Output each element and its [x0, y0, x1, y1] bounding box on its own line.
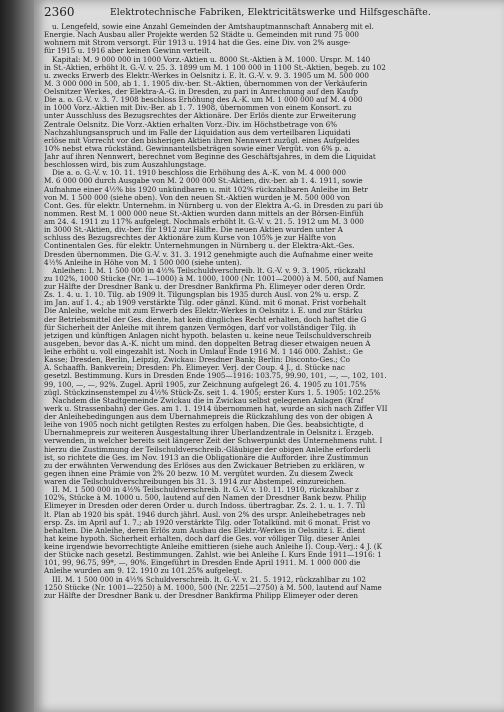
text-line: Die a. o. G.-V. v. 10. 11. 1910 beschloss die Erhöhung des A.-K. von M. 4 000 000 — [52, 169, 346, 178]
text-line: 102%, Stücke à M. 1000 u. 500, lautend auf den Namen der Dresdner Bank bezw. Philip — [44, 494, 367, 503]
text-line: wohnern mit Strom versorgt. Für 1913 u. 1914 hat die Ges. eine Div. von 2% ausge- — [44, 39, 351, 48]
text-line: in St.-Aktien, erhöht lt. G.-V. v. 25. 3. 1899 um M. 1 100 000 in 1100 St.-Aktien, begeb. zu 102 — [44, 63, 386, 72]
text-line: Energie. Nach Ausbau aller Projekte werden 52 Städte u. Gemeinden mit rund 75 000 — [44, 31, 359, 40]
text-line: lt. Plan ab 1920 bis spät. 1946 durch jährl. Ausl. von 2% des urspr. Anleihebetrages neb — [44, 510, 366, 519]
text-line: Nachzahlungsanspruch und im Falle der Liquidation aus dem verteilbaren Liquidati — [44, 128, 351, 137]
text-line: ausgeben, bevor das A.-K. nicht um mind. den doppelten Betrag dieser etwaigen neuen A — [44, 339, 371, 348]
text-line: behalten. Die Anleihe, deren Erlös zum Ausbau des Elektr.-Werkes in Oelsnitz i. E. dient — [44, 526, 366, 535]
text-line: in 3000 St.-Aktien, div.-ber. für 1912 zur Hälfte. Die neuen Aktien wurden unter A — [44, 226, 343, 235]
text-line: Kapital: M. 9 000 000 in 1000 Vorz.-Aktien u. 8000 St.-Aktien à M. 1000. Urspr. M. 140 — [52, 55, 371, 64]
text-line: III. M. 1 500 000 in 4½% Schuldverschreib. lt. G.-V. v. 21. 5. 1912, rückzahlbar zu 102 — [52, 575, 367, 584]
text-line: Nachdem die Stadtgemeinde Zwickau die in Zwickau selbst gelegenen Anlagen (Kraf — [52, 396, 364, 405]
text-line: ersp. Zs. im April auf 1. 7.; ab 1920 verstärkte Tilg. oder Totalkünd. mit 6 monat. Frist vo — [44, 518, 371, 527]
text-line: Die Anleihe, welche mit zum Erwerb des Elektr.-Werkes in Oelsnitz i. E. und zur Stärku — [44, 307, 363, 316]
text-line: II. M. 1 500 000 in 4½% Teilschuldverschreib. lt. G.-V. v. 10. 11. 1910, rückzahlbar z — [52, 486, 359, 495]
text-line: zügl. Stückzinsenstempel zu 4½% Stück-Zs. seit 1. 4. 1905; erster Kurs 1. 5. 1905: 102.25% — [44, 388, 381, 397]
text-line: Anleihen: I. M. 1 500 000 in 4½% Teilschuldverschreib. lt. G.-V. v. 9. 3. 1905, rückzahl — [52, 266, 366, 275]
text-line: ist, so richtete die Ges. im Nov. 1913 an die Obligationäre die Aufforder. ihre Zustimmun — [44, 453, 369, 462]
text-line: Elimeyer in Dresden oder deren Order u. durch Indoss. übertragbar. Zs. 2. 1. u. 1. 7. Til — [44, 502, 366, 511]
text-line: M. 6 000 000 durch Ausgabe von M. 2 000 000 St.-Aktien, div.-ber. ab 1. 4. 1911, sowie — [44, 177, 363, 186]
running-head: Elektrotechnische Fabriken, Elektricitätswerke und Hilfsgeschäfte. — [110, 7, 431, 18]
body-text — [44, 23, 499, 600]
text-line: beschlossen wird, bis zum Auszahlungstage. — [44, 161, 207, 170]
text-line: Jahr auf ihren Nennwert, berechnet vom Beginne des Geschäftsjahres, in dem die Liquidat — [44, 153, 376, 161]
page-number: 2360 — [44, 5, 75, 19]
text-line: leihe von 1905 noch nicht getilgten Restes zu erfolgen haben. Die Ges. beabsichtigte, d — [44, 421, 364, 430]
text-line: erlöse mit Vorrecht vor den bisherigen Aktien ihren Nennwert zuzügl. eines Aufgeldes — [44, 136, 360, 145]
text-line: zu der erwähnten Verwendung des Erlöses aus den Zwickauer Betrieben zu erklären, w — [44, 461, 365, 470]
text-line: am 24. 4. 1911 zu 117% aufgelegt. Nochmals erhöht lt. G.-V. v. 21. 5. 1912 um M. 3 000 — [44, 218, 364, 226]
text-line: Continentalen Ges. für elektr. Unternehmungen in Nürnberg u. der Elektra-Akt.-Ges. — [44, 242, 355, 251]
text-line: u. zwecks Erwerb des Elektr.-Werkes in Oelsnitz i. E. lt. G.-V. v. 9. 3. 1905 um M. 500 000 — [44, 71, 369, 80]
text-line: zur Hälfte der Dresdner Bank u. der Dresdner Bankfirma Ph. Elimeyer oder deren Ordr. — [44, 283, 366, 291]
text-line: in 1000 Vorz.-Aktien mit Div.-Ber. ab 1. 7. 1908, übernommen von einem Konsort. zu — [44, 104, 352, 113]
text-line: 4½% Anleihe in Höhe von M. 1 500 000 (siehe unten). — [44, 258, 242, 267]
text-line: 99, 100, —, —, 92%. Zugel. April 1905, zur Zeichnung aufgelegt 26. 4. 1905 zu 101.75% — [44, 380, 367, 389]
text-line: im Jan. auf 1. 4.; ab 1909 verstärkte Tilg. oder gänzl. Künd. mit 6 monat. Frist vorbehalt — [44, 299, 367, 308]
text-line: Übernahmepreis zur weiteren Ausgestaltung ihrer Überlandzentrale in Oelsnitz i. Erzgeb. — [44, 429, 374, 438]
text-line: gegen ihnen eine Prämie von 2% 20 bezw. 10 M. vergütet wurden. Zu diesem Zweck — [44, 469, 354, 478]
text-line: Kasse; Dresden, Berlin, Leipzig, Zwickau: Dresdner Bank; Berlin: Disconto-Ges.; Co — [44, 356, 350, 365]
text-line: zu 102%, 1000 Stücke (Nr. 1—1000) à M. 1000, 1000 (Nr. 1001—2000) à M. 500, auf Namen — [44, 274, 384, 283]
text-line: gesetzl. Bestimmung. Kurs in Dresden Ende 1905—1916: 103.75, 99.90, 101, —, —, 102, 101. — [44, 372, 387, 381]
text-line: für 1915 u. 1916 aber keinen Gewinn verteilt. — [44, 47, 212, 56]
book-page — [34, 0, 504, 712]
text-line: Zentrale Oelsnitz. Die Vorz.-Aktien erhalten Vorz.-Div. im Höchstbetrage von 6% — [44, 120, 338, 129]
binding-gutter — [0, 0, 34, 712]
text-line: Anleihe wurden am 9. 12. 1910 zu 101.25% aufgelegt. — [44, 567, 243, 576]
text-line: Oelsnitzer Werkes, der Elektra-A.-G. in Dresden, zu pari in Anrechnung auf den Kaufp — [44, 88, 359, 96]
text-line: 101, 99, 96.75, 99*, —, 90%. Eingeführt in Dresden Ende April 1911. M. 1 000 000 die — [44, 559, 361, 568]
text-line: Die a. o. G.-V. v. 3. 7. 1908 beschloss Erhöhung des A.-K. um M. 1 000 000 auf M. 4 000 — [44, 96, 363, 105]
text-line: zur Hälfte der Dresdner Bank u. der Dresdner Bankfirma Philipp Elimeyer oder deren — [44, 591, 358, 600]
text-line: der Betriebsmittel der Ges. diente, hat kein dingliches Recht erhalten, doch haftet die G — [44, 315, 367, 324]
text-line: keine irgendwie bevorrechtigte Anleihe emittieren (siehe auch Anleihe I). Coup.-Verj.: 4 J. (K — [44, 543, 382, 551]
text-line: jetzigen und künftigen Anlagen nicht hypoth. belasten u. keine neue Teilschuldverschreib — [44, 331, 372, 340]
text-line: 1250 Stücke (Nr. 1001—2250) à M. 1000, 500 (Nr. 2251—2750) à M. 500, lautend auf Name — [44, 583, 382, 592]
text-line: werk u. Strassenbahn) der Ges. am 1. 1. 1914 übernommen hat, wurde an sich nach Ziffer VII — [44, 404, 388, 413]
page-header — [44, 6, 499, 20]
text-line: leihe erhöht u. voll eingezahlt ist. Noch in Umlauf Ende 1916 M. 1 146 000. Zahlst.: Ge — [44, 348, 363, 356]
text-line: für Sicherheit der Anleihe mit ihrem ganzen Vermögen, darf vor vollständiger Tilg. ih — [44, 323, 357, 332]
text-line: verwenden, in welcher bereits seit längerer Zeit der Schwerpunkt des Unternehmens ruht. I — [44, 437, 383, 446]
text-line: Zs. 1. 4. u. 1. 10. Tilg. ab 1909 lt. Tilgungsplan bis 1935 durch Ausl. von 2% u. ersp. Z — [44, 291, 359, 300]
text-line: der Anleihebedingungen aus dem Übernahmepreis die Rückzahlung des von der obigen A — [44, 413, 373, 421]
text-line: der Stücke nach gesetzl. Bestimmungen. Zahlst. wie bei Anleihe I. Kurs Ende 1911—1916: 1 — [44, 551, 382, 560]
page-content — [44, 6, 499, 600]
text-line: Dresden übernommen. Die G.-V. v. 31. 3. 1912 genehmigte auch die Aufnahme einer weite — [44, 250, 374, 259]
text-line: waren die Teilschuldverschreibungen bis 31. 3. 1914 zur Abstempel. einzureichen. — [44, 478, 347, 486]
text-line: nommen. Rest M. 1 000 000 neue St.-Aktien wurden dann mittels an der Börsen-Einfüh — [44, 209, 364, 218]
text-line: Aufnahme einer 4½% bis 1920 unkündbaren u. mit 102% rückzahlbaren Anleihe im Betr — [44, 185, 368, 194]
text-line: schluss des Bezugsrechtes der Aktionäre zum Kurse von 105% je zur Hälfte von — [44, 234, 336, 243]
text-line: M. 3 000 000 in 500, ab 1. 1. 1905 div.-ber. St.-Aktien, übernommen von der Verkäuferin — [44, 79, 368, 88]
text-line: von M. 1 500 000 (siehe oben). Von den neuen St.-Aktien wurden je M. 500 000 von — [44, 193, 350, 202]
text-line: Cont. Ges. für elektr. Unternehm. in Nürnberg u. von der Elektra A.-G. in Dresden zu pari üb — [44, 201, 384, 210]
text-line: unter Ausschluss des Bezugsrechtes der Aktionäre. Der Erlös diente zur Erweiterung — [44, 112, 357, 121]
text-line: hat keine hypoth. Sicherheit erhalten, doch darf die Ges. vor völliger Tilg. dieser Anlei — [44, 534, 360, 543]
text-line: A. Schaaffh. Bankverein; Dresden: Ph. Elimeyer. Verj. der Coup. 4 J., d. Stücke nac — [44, 364, 345, 373]
text-line: u. Lengefeld, sowie eine Anzahl Gemeinden der Amtshauptmannschaft Annaberg mit el. — [52, 23, 374, 31]
text-line: hierzu die Zustimmung der Teilschuldverschreib.-Gläubiger der obigen Anleihe erforderli — [44, 445, 371, 454]
text-line: 10% nebst etwa rückständ. Gewinnanteilsbeträgen sowie einer Vergüt. von 6% p. a. — [44, 144, 351, 153]
